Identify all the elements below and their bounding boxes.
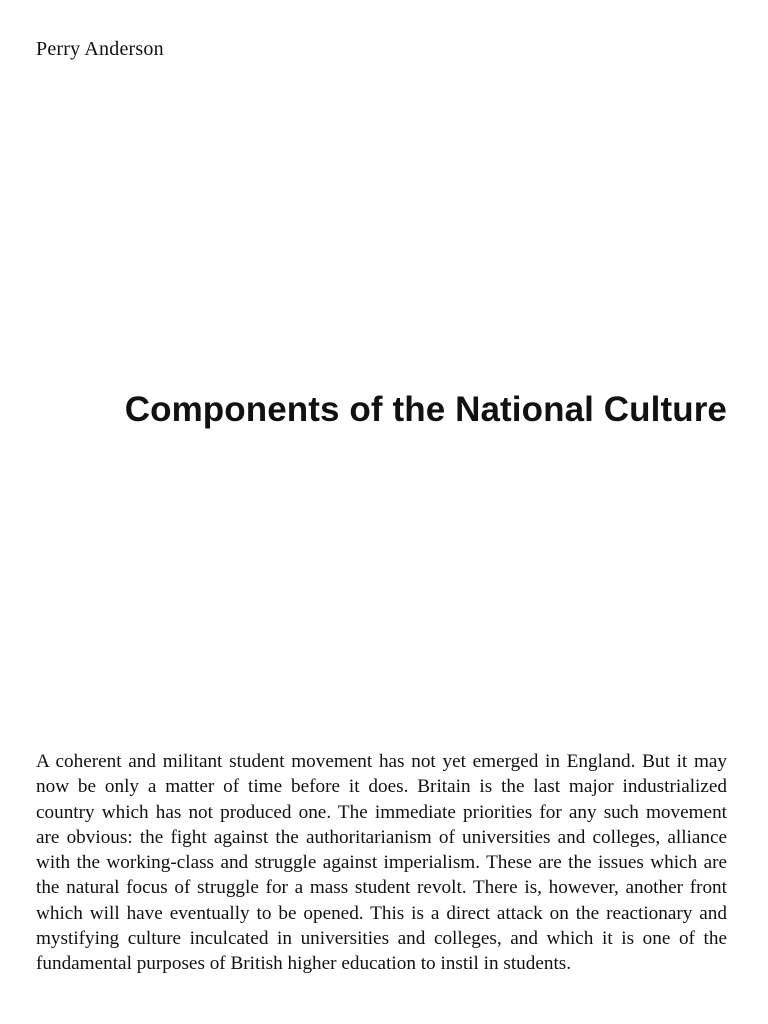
page-title: Components of the National Culture <box>124 390 727 429</box>
author-name: Perry Anderson <box>36 38 164 60</box>
body-paragraph: A coherent and militant student movement has not yet emerged in England. But it may now be only a matter of time before it does. Britain is the last major industrialized country which has not produced one. The immediate priorities for any such movement are obvious: the fight against the authoritarianism of universities and colleges, alliance with the working-class and struggle against imperialism. These are the issues which are the natural focus of struggle for a mass student revolt. There is, however, another front which will have eventually to be opened. This is a direct attack on the reactionary and mystifying culture inculcated in universities and colleges, and which it is one of the fundamental purposes of British higher education to instil in students. <box>36 751 727 975</box>
